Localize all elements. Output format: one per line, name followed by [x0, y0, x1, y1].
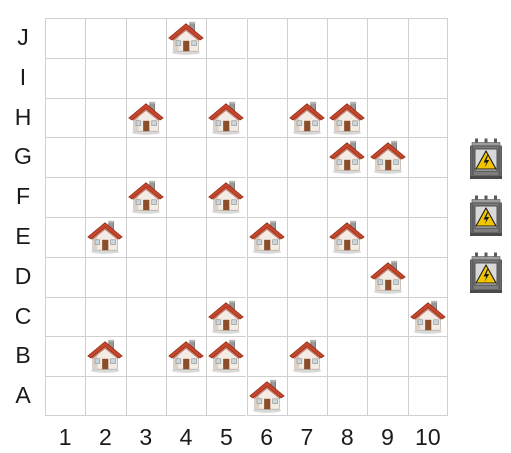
house-icon [248, 376, 286, 419]
cell-H1[interactable] [45, 98, 85, 138]
house-icon [207, 177, 245, 220]
cell-B3[interactable] [126, 336, 166, 376]
house-icon [207, 98, 245, 141]
cell-D3[interactable] [126, 257, 166, 297]
cell-A7[interactable] [287, 376, 327, 416]
cell-G3[interactable] [126, 137, 166, 177]
cell-E10[interactable] [408, 217, 448, 257]
cell-C6[interactable] [247, 297, 287, 337]
house-icon [328, 137, 366, 180]
cell-F6[interactable] [247, 177, 287, 217]
cell-G10[interactable] [408, 137, 448, 177]
house-icon [288, 98, 326, 141]
house-icon [328, 217, 366, 260]
cell-E5[interactable] [206, 217, 246, 257]
cell-A4[interactable] [166, 376, 206, 416]
cell-G1[interactable] [45, 137, 85, 177]
cell-F9[interactable] [367, 177, 407, 217]
cell-C7[interactable] [287, 297, 327, 337]
cell-D8[interactable] [327, 257, 367, 297]
cell-D6[interactable] [247, 257, 287, 297]
cell-I10[interactable] [408, 58, 448, 98]
cell-H9[interactable] [367, 98, 407, 138]
cell-I6[interactable] [247, 58, 287, 98]
cell-A8[interactable] [327, 376, 367, 416]
column-label: 1 [58, 424, 72, 450]
cell-G4[interactable] [166, 137, 206, 177]
cell-B9[interactable] [367, 336, 407, 376]
transformer-icon [469, 138, 503, 185]
cell-I9[interactable] [367, 58, 407, 98]
cell-E3[interactable] [126, 217, 166, 257]
cell-I1[interactable] [45, 58, 85, 98]
house-icon [167, 18, 205, 61]
column-label: 9 [381, 424, 394, 450]
cell-E1[interactable] [45, 217, 85, 257]
house-icon [288, 336, 326, 379]
transformer-icon [469, 195, 503, 242]
column-label: 4 [179, 424, 193, 450]
cell-F10[interactable] [408, 177, 448, 217]
cell-A5[interactable] [206, 376, 246, 416]
cell-E7[interactable] [287, 217, 327, 257]
house-icon [86, 336, 124, 379]
column-label: 5 [219, 424, 233, 450]
cell-F7[interactable] [287, 177, 327, 217]
cell-H4[interactable] [166, 98, 206, 138]
cell-G6[interactable] [247, 137, 287, 177]
row-label: E [15, 222, 31, 249]
cell-D7[interactable] [287, 257, 327, 297]
column-label: 10 [415, 424, 441, 450]
house-icon [167, 336, 205, 379]
house-icon [207, 336, 245, 379]
cell-C2[interactable] [85, 297, 125, 337]
house-icon [369, 257, 407, 300]
house-icon [328, 98, 366, 141]
cell-J1[interactable] [45, 18, 85, 58]
transformer-icon [469, 252, 503, 299]
cell-A10[interactable] [408, 376, 448, 416]
cell-J2[interactable] [85, 18, 125, 58]
house-icon [127, 177, 165, 220]
cell-J6[interactable] [247, 18, 287, 58]
column-label: 8 [340, 424, 354, 450]
cell-B10[interactable] [408, 336, 448, 376]
cell-C4[interactable] [166, 297, 206, 337]
house-icon [369, 137, 407, 180]
cell-J10[interactable] [408, 18, 448, 58]
cell-I5[interactable] [206, 58, 246, 98]
cell-B1[interactable] [45, 336, 85, 376]
cell-C8[interactable] [327, 297, 367, 337]
column-label: 3 [139, 424, 153, 450]
cell-F2[interactable] [85, 177, 125, 217]
house-icon [86, 217, 124, 260]
cell-G5[interactable] [206, 137, 246, 177]
column-label: 6 [260, 424, 274, 450]
cell-A2[interactable] [85, 376, 125, 416]
row-label: J [17, 23, 29, 50]
cell-H6[interactable] [247, 98, 287, 138]
row-label: D [14, 262, 32, 289]
cell-C1[interactable] [45, 297, 85, 337]
cell-E9[interactable] [367, 217, 407, 257]
cell-I8[interactable] [327, 58, 367, 98]
cell-J3[interactable] [126, 18, 166, 58]
row-label: C [14, 302, 32, 329]
cell-J7[interactable] [287, 18, 327, 58]
cell-I7[interactable] [287, 58, 327, 98]
cell-D10[interactable] [408, 257, 448, 297]
row-label: I [19, 63, 27, 90]
row-label: B [15, 342, 31, 369]
house-icon [207, 297, 245, 340]
column-label: 2 [99, 424, 112, 450]
cell-A9[interactable] [367, 376, 407, 416]
cell-H2[interactable] [85, 98, 125, 138]
cell-C9[interactable] [367, 297, 407, 337]
cell-I4[interactable] [166, 58, 206, 98]
house-icon [248, 217, 286, 260]
cell-H10[interactable] [408, 98, 448, 138]
cell-G2[interactable] [85, 137, 125, 177]
cell-D1[interactable] [45, 257, 85, 297]
cell-J8[interactable] [327, 18, 367, 58]
cell-D4[interactable] [166, 257, 206, 297]
cell-F4[interactable] [166, 177, 206, 217]
cell-F8[interactable] [327, 177, 367, 217]
cell-D2[interactable] [85, 257, 125, 297]
cell-J9[interactable] [367, 18, 407, 58]
row-label: A [15, 382, 31, 409]
cell-I3[interactable] [126, 58, 166, 98]
cell-I2[interactable] [85, 58, 125, 98]
column-label: 7 [300, 424, 314, 450]
cell-J5[interactable] [206, 18, 246, 58]
cell-F1[interactable] [45, 177, 85, 217]
cell-E4[interactable] [166, 217, 206, 257]
cell-B6[interactable] [247, 336, 287, 376]
house-icon [127, 98, 165, 141]
row-label: G [14, 143, 32, 170]
cell-D5[interactable] [206, 257, 246, 297]
cell-A3[interactable] [126, 376, 166, 416]
row-label: H [14, 103, 32, 130]
cell-B8[interactable] [327, 336, 367, 376]
cell-C3[interactable] [126, 297, 166, 337]
row-label: F [15, 183, 31, 210]
house-icon [409, 297, 447, 340]
cell-A1[interactable] [45, 376, 85, 416]
cell-G7[interactable] [287, 137, 327, 177]
